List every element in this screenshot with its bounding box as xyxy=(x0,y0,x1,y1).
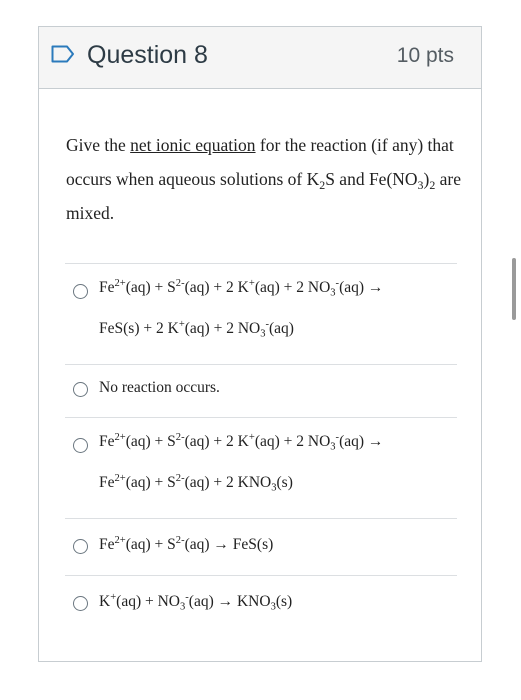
answer-option-1[interactable] xyxy=(65,263,457,364)
answer-1-line-2: FeS(s) + 2 K+(aq) + 2 $NO_3^-(aq)$ xyxy=(99,319,294,340)
prompt-text: Give the xyxy=(66,135,131,155)
answer-option-5[interactable] xyxy=(65,575,457,633)
answer-4-text: $Fe^{2+}(aq) + S^{2-}(aq) \to FeS(s)$ xyxy=(99,535,274,553)
question-prompt xyxy=(66,128,466,230)
subscript: 3 xyxy=(417,178,424,193)
question-card xyxy=(38,26,482,662)
flag-outline-icon[interactable] xyxy=(51,45,75,63)
answer-option-2[interactable] xyxy=(65,364,457,417)
question-points: 10 pts xyxy=(396,44,454,67)
answer-3-line-2: $Fe^{2+}(aq) + S^{2-}(aq) + 2$ $KNO_3(s)$ xyxy=(99,473,293,494)
question-title: Question 8 xyxy=(87,41,208,69)
answer-list xyxy=(65,263,457,633)
prompt-text: for the reaction (if any) that occurs when aqueous solutions of K xyxy=(66,135,454,189)
radio-button[interactable] xyxy=(73,539,88,554)
prompt-text: S and Fe(NO xyxy=(325,169,418,189)
subscript: 2 xyxy=(429,178,436,193)
prompt-text: ) xyxy=(423,169,430,189)
prompt-text: are mixed. xyxy=(66,169,462,223)
answer-option-3[interactable] xyxy=(65,417,457,518)
radio-button[interactable] xyxy=(73,438,88,453)
radio-button[interactable] xyxy=(73,382,88,397)
question-header xyxy=(39,27,481,89)
subscript: 2 xyxy=(319,178,326,193)
answer-2-text: No reaction occurs. xyxy=(99,379,220,396)
answer-3-line-1: $Fe^{2+}(aq) + S^{2-}(aq) + 2$ K+(aq) + 2 $NO_3^-(aq)$ → xyxy=(99,432,384,453)
answer-option-4[interactable] xyxy=(65,518,457,575)
radio-button[interactable] xyxy=(73,284,88,299)
radio-button[interactable] xyxy=(73,596,88,611)
net-ionic-equation-link[interactable]: net ionic equation xyxy=(130,135,256,155)
answer-1-line-1: $Fe^{2+}(aq) + S^{2-}(aq) + 2$ K+(aq) + 2 $NO_3^-(aq)$ → xyxy=(99,278,384,299)
scrollbar-thumb[interactable] xyxy=(512,258,516,320)
answer-5-text: $K^+(aq) + NO_3^-(aq) \to KNO_3(s)$ xyxy=(99,592,293,613)
